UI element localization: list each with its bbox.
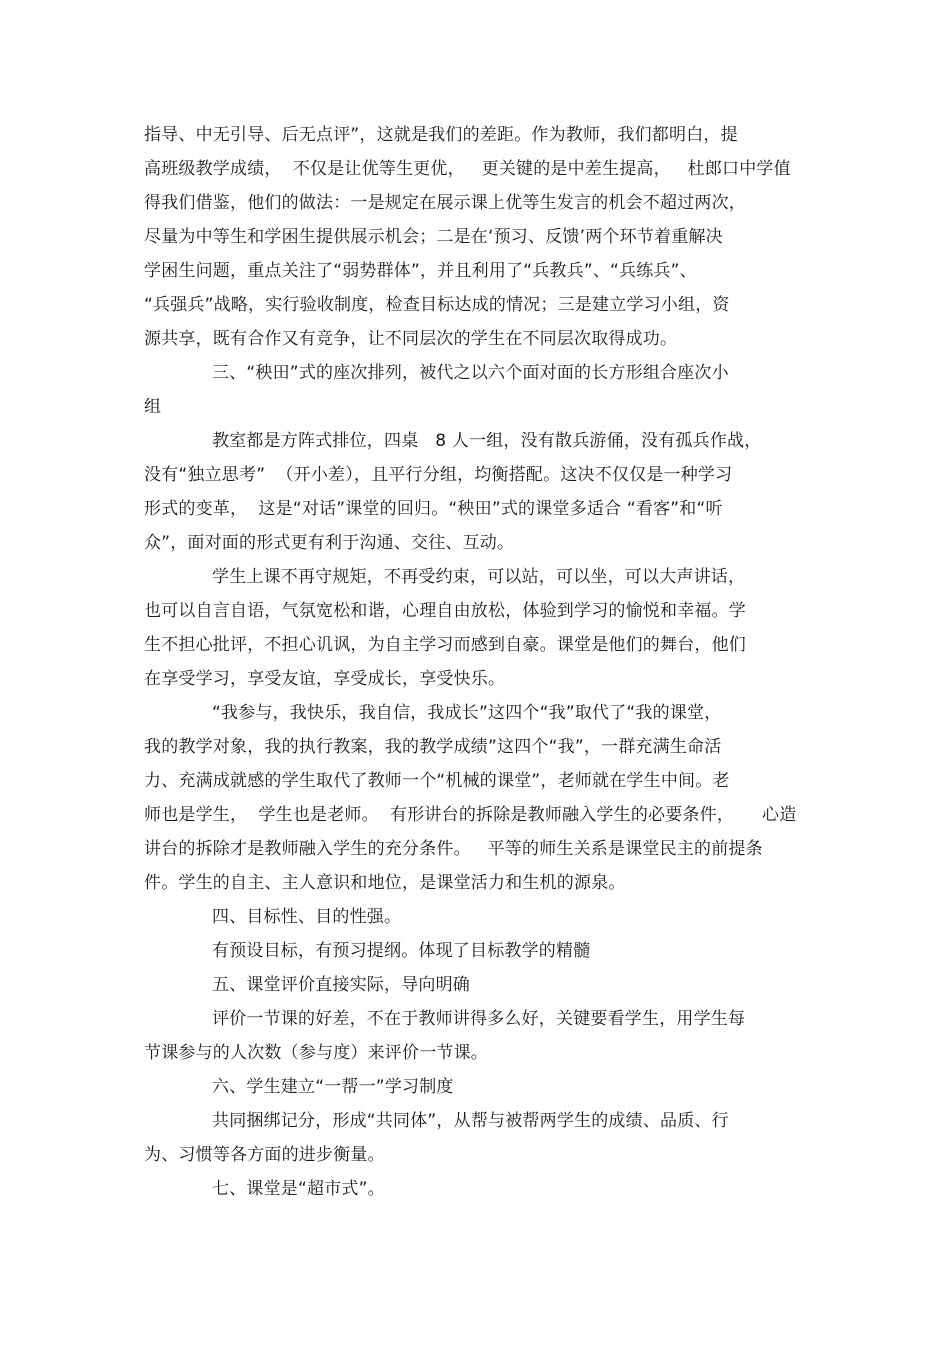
text-line: 有预设目标，有预习提纲。体现了目标教学的精髓 <box>212 941 591 961</box>
text-line: 学生上课不再守规矩，不再受约束，可以站，可以坐，可以大声讲话， <box>212 567 746 587</box>
text-line: 教室都是方阵式排位，四桌 8 人一组，没有散兵游俑，没有孤兵作战， <box>212 431 762 451</box>
section-heading-continued: 组 <box>144 397 162 417</box>
text-line: 在享受学习，享受友谊，享受成长，享受快乐。 <box>144 669 506 689</box>
text-line: 讲台的拆除才是教师融入学生的充分条件。 平等的师生关系是课堂民主的前提条 <box>144 839 763 859</box>
text-line: 评价一节课的好差，不在于教师讲得多么好，关键要看学生，用学生每 <box>212 1009 746 1029</box>
text-line: 生不担心批评，不担心讥讽，为自主学习而感到自豪。课堂是他们的舞台，他们 <box>144 635 746 655</box>
text-line: 众”，面对面的形式更有利于沟通、交往、互动。 <box>144 533 515 553</box>
text-line: 也可以自言自语，气氛宽松和谐，心理自由放松，体验到学习的愉悦和幸福。学 <box>144 601 746 621</box>
text-line: “我参与，我快乐，我自信，我成长”这四个“我”取代了“我的课堂， <box>212 703 722 723</box>
section-heading: 五、课堂评价直接实际，导向明确 <box>212 975 470 995</box>
text-line: 节课参与的人次数（参与度）来评价一节课。 <box>144 1043 488 1063</box>
section-heading: 六、学生建立“一帮一”学习制度 <box>212 1077 454 1097</box>
section-heading: 四、目标性、目的性强。 <box>212 907 402 927</box>
text-line: 尽量为中等生和学困生提供展示机会；二是在‘预习、反馈’两个环节着重解决 <box>144 227 723 247</box>
text-line: “兵强兵”战略，实行验收制度，检查目标达成的情况；三是建立学习小组，资 <box>144 295 730 315</box>
text-line: 共同捆绑记分，形成“共同体”，从帮与被帮两学生的成绩、品质、行 <box>212 1111 729 1131</box>
text-line: 高班级教学成绩， 不仅是让优等生更优， 更关键的是中差生提高， 杜郎口中学值 <box>144 159 791 179</box>
text-line: 源共享，既有合作又有竞争，让不同层次的学生在不同层次取得成功。 <box>144 329 678 349</box>
text-line: 指导、中无引导、后无点评”，这就是我们的差距。作为教师，我们都明白，提 <box>144 125 738 145</box>
text-line: 师也是学生， 学生也是老师。 有形讲台的拆除是教师融入学生的必要条件， 心造 <box>144 805 797 825</box>
text-line: 得我们借鉴，他们的做法：一是规定在展示课上优等生发言的机会不超过两次， <box>144 193 746 213</box>
text-line: 学困生问题，重点关注了“弱势群体”，并且利用了“兵教兵”、“兵练兵”、 <box>144 261 697 281</box>
section-heading: 七、课堂是“超市式”。 <box>212 1179 385 1199</box>
text-line: 没有“独立思考” （开小差），且平行分组，均衡搭配。这决不仅仅是一种学习 <box>144 465 733 485</box>
text-line: 为、习惯等各方面的进步衡量。 <box>144 1145 385 1165</box>
text-line: 形式的变革， 这是“对话”课堂的回归。“秧田”式的课堂多适合 “看客”和“听 <box>144 499 723 519</box>
text-line: 力、充满成就感的学生取代了教师一个“机械的课堂”，老师就在学生中间。老 <box>144 771 730 791</box>
section-heading: 三、“秧田”式的座次排列，被代之以六个面对面的长方形组合座次小 <box>212 363 729 383</box>
text-line: 件。学生的自主、主人意识和地位，是课堂活力和生机的源泉。 <box>144 873 626 893</box>
text-line: 我的教学对象，我的执行教案，我的教学成绩”这四个“我”，一群充满生命活 <box>144 737 722 757</box>
